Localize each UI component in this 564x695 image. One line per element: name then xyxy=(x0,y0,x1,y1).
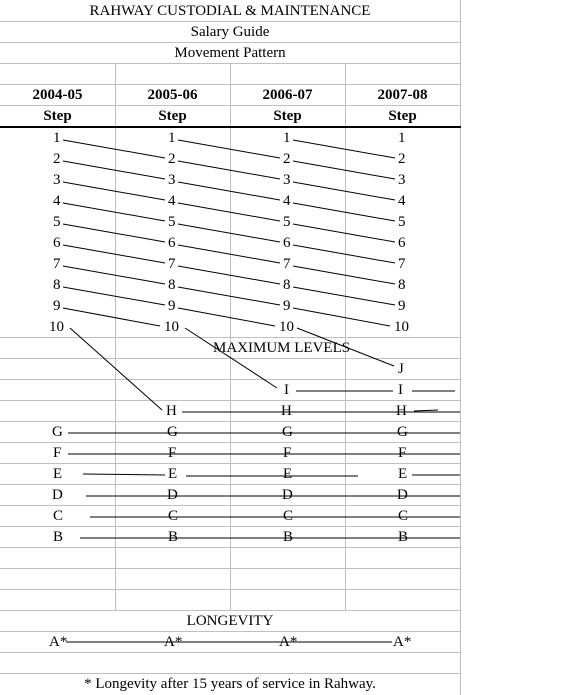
movement-line xyxy=(63,182,165,200)
movement-line xyxy=(178,161,280,179)
level-cell-d: D xyxy=(52,487,63,503)
movement-line xyxy=(63,140,165,158)
longevity-footnote: * Longevity after 15 years of service in Rahway. xyxy=(84,676,376,692)
movement-line xyxy=(185,328,277,388)
level-cell-c: C xyxy=(168,508,179,524)
step-cell: 1 xyxy=(168,130,176,146)
movement-line xyxy=(297,328,394,366)
movement-line xyxy=(178,287,280,305)
movement-line xyxy=(63,308,160,326)
level-cell-d: D xyxy=(167,487,178,503)
step-cell: 8 xyxy=(53,277,61,293)
level-cell-e: E xyxy=(53,466,63,482)
level-cell-c: C xyxy=(398,508,409,524)
step-cell: 3 xyxy=(398,172,406,188)
level-cell-i: I xyxy=(284,382,289,398)
step-cell: 9 xyxy=(168,298,176,314)
longevity-label: LONGEVITY xyxy=(186,613,274,629)
movement-line xyxy=(63,161,165,179)
movement-line xyxy=(63,287,165,305)
step-cell: 5 xyxy=(168,214,176,230)
step-cell: 9 xyxy=(398,298,406,314)
step-cell: 10 xyxy=(394,319,409,335)
step-cell: 4 xyxy=(283,193,291,209)
step-header: Step xyxy=(43,108,72,124)
level-cell-i: I xyxy=(398,382,403,398)
step-cell: 9 xyxy=(283,298,291,314)
step-cell: 10 xyxy=(164,319,179,335)
movement-line xyxy=(293,245,395,263)
level-cell-b: B xyxy=(53,529,64,545)
step-cell: 2 xyxy=(283,151,291,167)
level-cell-g: G xyxy=(282,424,293,440)
year-header-2005-06: 2005-06 xyxy=(147,87,198,103)
step-cell: 3 xyxy=(53,172,61,188)
year-header-2007-08: 2007-08 xyxy=(377,87,428,103)
level-cell-g: G xyxy=(167,424,178,440)
step-cell: 5 xyxy=(398,214,406,230)
level-cell-b: B xyxy=(398,529,409,545)
step-cell: 2 xyxy=(398,151,406,167)
movement-line xyxy=(178,266,280,284)
level-cell-f: F xyxy=(398,445,407,461)
movement-line xyxy=(293,182,395,200)
level-cell-h: H xyxy=(166,403,177,419)
step-cell: 5 xyxy=(53,214,61,230)
movement-line xyxy=(293,203,395,221)
level-cell-b: B xyxy=(283,529,294,545)
sheet-subtitle-movement: Movement Pattern xyxy=(174,45,286,61)
step-cell: 4 xyxy=(398,193,406,209)
movement-line xyxy=(178,224,280,242)
movement-line xyxy=(63,203,165,221)
year-header-2004-05: 2004-05 xyxy=(32,87,83,103)
step-cell: 8 xyxy=(398,277,406,293)
step-header: Step xyxy=(388,108,417,124)
step-cell: 3 xyxy=(168,172,176,188)
step-cell: 4 xyxy=(53,193,61,209)
step-cell: 6 xyxy=(168,235,176,251)
step-cell: 3 xyxy=(283,172,291,188)
longevity-cell: A* xyxy=(279,634,298,650)
step-cell: 6 xyxy=(283,235,291,251)
level-cell-f: F xyxy=(168,445,177,461)
step-cell: 10 xyxy=(279,319,294,335)
longevity-cell: A* xyxy=(164,634,183,650)
movement-line xyxy=(293,287,395,305)
level-cell-c: C xyxy=(283,508,294,524)
step-cell: 9 xyxy=(53,298,61,314)
step-cell: 1 xyxy=(53,130,61,146)
level-cell-f: F xyxy=(283,445,292,461)
movement-line xyxy=(293,224,395,242)
level-cell-e: E xyxy=(168,466,178,482)
level-cell-c: C xyxy=(53,508,64,524)
step-cell: 2 xyxy=(168,151,176,167)
movement-line xyxy=(293,161,395,179)
step-cell: 4 xyxy=(168,193,176,209)
step-cell: 2 xyxy=(53,151,61,167)
level-cell-d: D xyxy=(282,487,293,503)
longevity-cell: A* xyxy=(49,634,68,650)
level-cell-g: G xyxy=(52,424,63,440)
movement-line xyxy=(63,266,165,284)
level-cell-e: E xyxy=(398,466,408,482)
movement-line xyxy=(293,308,390,326)
movement-line xyxy=(63,245,165,263)
step-cell: 6 xyxy=(53,235,61,251)
movement-line xyxy=(83,474,165,475)
level-cell-g: G xyxy=(397,424,408,440)
step-header: Step xyxy=(158,108,187,124)
level-cell-h: H xyxy=(281,403,292,419)
level-cell-j: J xyxy=(398,361,404,377)
step-header: Step xyxy=(273,108,302,124)
movement-line xyxy=(178,308,275,326)
movement-line xyxy=(178,203,280,221)
movement-line xyxy=(63,224,165,242)
movement-line xyxy=(178,140,280,158)
level-cell-f: F xyxy=(53,445,62,461)
level-cell-e: E xyxy=(283,466,293,482)
movement-line xyxy=(70,328,162,410)
step-cell: 7 xyxy=(168,256,176,272)
step-cell: 1 xyxy=(398,130,406,146)
movement-line xyxy=(178,245,280,263)
step-cell: 7 xyxy=(398,256,406,272)
step-cell: 1 xyxy=(283,130,291,146)
sheet-subtitle: Salary Guide xyxy=(190,24,270,40)
level-cell-b: B xyxy=(168,529,179,545)
step-cell: 8 xyxy=(168,277,176,293)
movement-line xyxy=(293,266,395,284)
movement-line xyxy=(293,140,395,158)
year-header-2006-07: 2006-07 xyxy=(262,87,313,103)
level-cell-h: H xyxy=(396,403,407,419)
level-cell-d: D xyxy=(397,487,408,503)
maximum-levels-label: MAXIMUM LEVELS xyxy=(213,340,351,356)
sheet-title: RAHWAY CUSTODIAL & MAINTENANCE xyxy=(89,3,371,19)
movement-line xyxy=(414,410,438,411)
step-cell: 7 xyxy=(283,256,291,272)
step-cell: 6 xyxy=(398,235,406,251)
step-cell: 10 xyxy=(49,319,64,335)
longevity-cell: A* xyxy=(393,634,412,650)
step-cell: 8 xyxy=(283,277,291,293)
movement-line xyxy=(178,182,280,200)
step-cell: 5 xyxy=(283,214,291,230)
step-cell: 7 xyxy=(53,256,61,272)
